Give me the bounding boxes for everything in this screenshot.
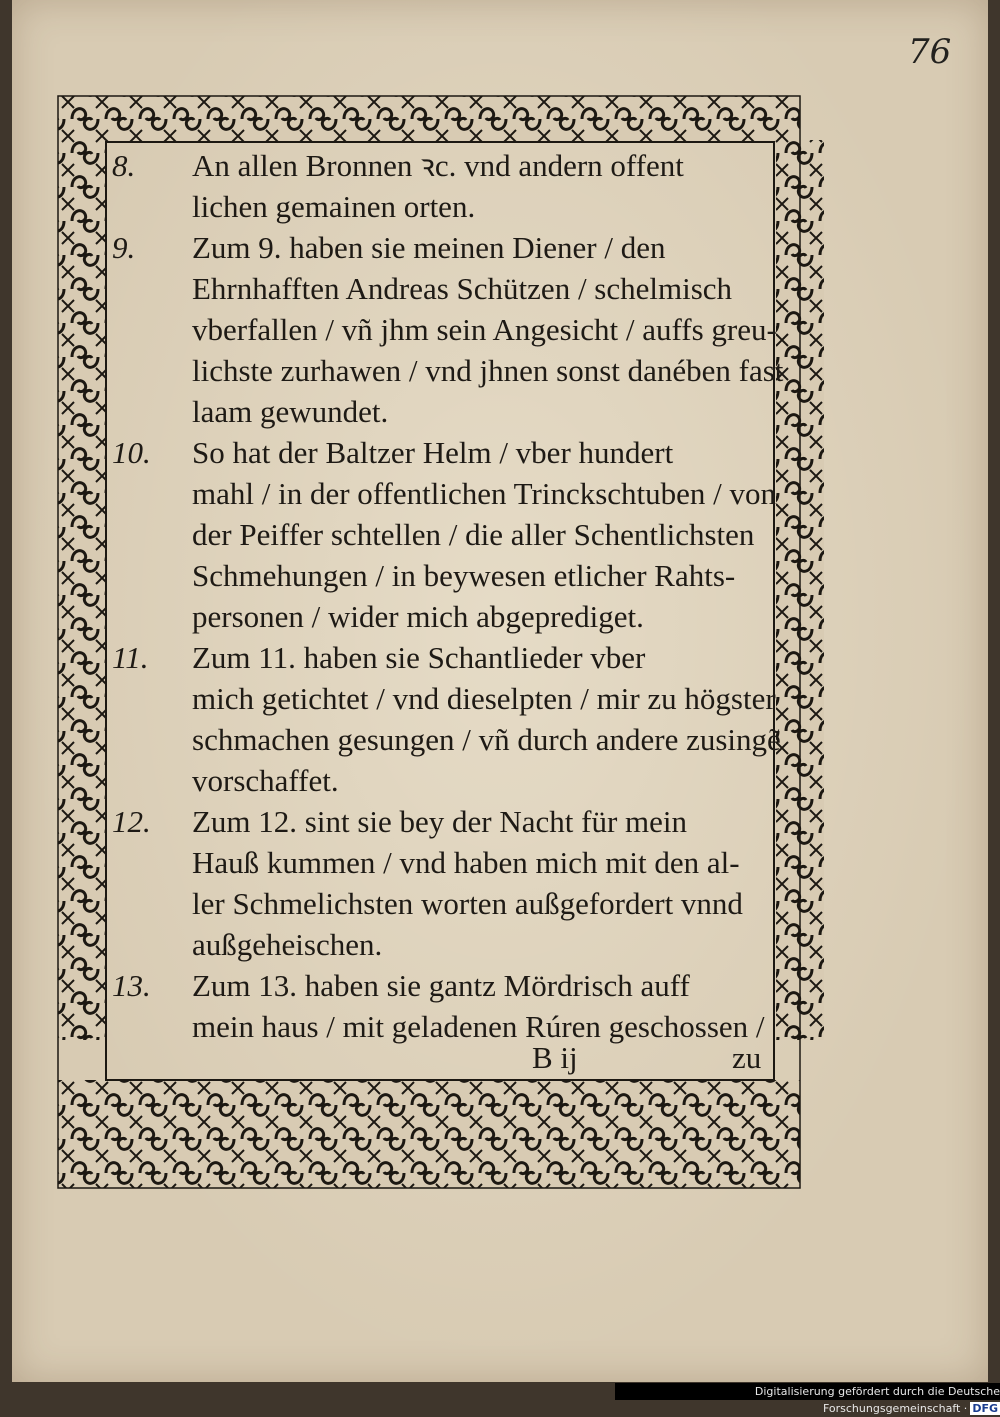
border-top bbox=[58, 96, 800, 142]
text-line: 9. Zum 9. haben sie meinen Diener / den bbox=[112, 230, 666, 265]
border-left bbox=[58, 140, 106, 1040]
text-line: ler Schmelichsten worten außgefordert vnnd bbox=[192, 886, 743, 921]
signature-mark: B ij bbox=[532, 1040, 578, 1075]
text-line: mich getichtet / vnd dieselpten / mir zu högster bbox=[192, 681, 776, 716]
text-line: der Peiffer schtellen / die aller Schentlichsten bbox=[192, 517, 755, 552]
text-line: 11. Zum 11. haben sie Schantlieder vber bbox=[112, 640, 646, 675]
text-line: lichste zurhawen / vnd jhnen sonst danében fast bbox=[192, 353, 784, 388]
text-line: vberfallen / vñ jhm sein Angesicht / auffs greu- bbox=[192, 312, 777, 347]
text-line: Schmehungen / in beywesen etlicher Rahts- bbox=[192, 558, 736, 593]
text-line: Ehrnhafften Andreas Schützen / schelmisch bbox=[192, 271, 733, 306]
text-line: vorschaffet. bbox=[192, 763, 339, 798]
text-line: mein haus / mit geladenen Rúren geschossen / bbox=[192, 1009, 765, 1044]
text-line: mahl / in der offentlichen Trinckschtuben / von bbox=[192, 476, 777, 511]
page-footer bbox=[112, 1040, 772, 1088]
text-line: 10. So hat der Baltzer Helm / vber hundert bbox=[112, 435, 674, 470]
dfg-logo: DFG bbox=[972, 1402, 998, 1415]
text-line: schmachen gesungen / vñ durch andere zusingẽ bbox=[192, 722, 781, 757]
folio-number: 76 bbox=[908, 32, 952, 72]
digitization-credit bbox=[615, 1383, 1000, 1415]
text-line: 13. Zum 13. haben sie gantz Mördrisch auff bbox=[112, 968, 690, 1003]
text-line: laam gewundet. bbox=[192, 394, 389, 429]
text-line: lichen gemainen orten. bbox=[192, 189, 476, 224]
text-line: außgeheischen. bbox=[192, 927, 383, 962]
border-bottom bbox=[58, 1080, 800, 1188]
text-line: 8. An allen Bronnen ꝛc. vnd andern offent bbox=[112, 148, 684, 183]
text-line: 12. Zum 12. sint sie bey der Nacht für mein bbox=[112, 804, 688, 839]
catchword: zu bbox=[732, 1040, 762, 1075]
credit-text: Digitalisierung gefördert durch die Deutsche Forschungsgemeinschaft · bbox=[754, 1385, 1000, 1415]
text-line: Hauß kummen / vnd haben mich mit den al- bbox=[192, 845, 740, 880]
text-line: personen / wider mich abgeprediget. bbox=[192, 599, 644, 634]
